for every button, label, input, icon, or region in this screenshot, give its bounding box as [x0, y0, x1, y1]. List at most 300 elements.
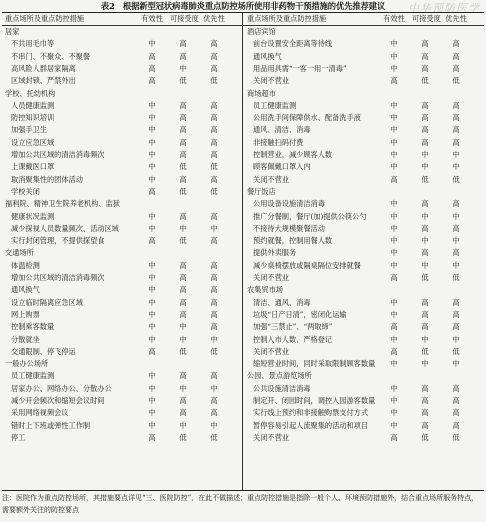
priority-cell: 高	[452, 322, 460, 332]
priority-cell: 高	[210, 285, 218, 295]
priority-cell: 高	[210, 39, 218, 49]
accept-cell: 高	[179, 39, 187, 49]
priority-cell: 高	[452, 420, 460, 430]
section-label: 福利院、精神卫生院养老机构、监狱	[5, 199, 121, 209]
table-row	[2, 174, 242, 186]
section-label: 一般办公场所	[5, 359, 49, 369]
header-effect: 有效性	[383, 14, 405, 23]
accept-cell: 低	[179, 76, 187, 86]
accept-cell: 高	[421, 322, 429, 332]
accept-cell: 高	[421, 63, 429, 73]
priority-cell: 中	[452, 150, 460, 159]
header-place: 重点场所及重点防控措施	[247, 14, 327, 23]
effect-cell: 高	[148, 346, 156, 356]
effect-cell: 中	[148, 396, 156, 405]
table-row	[244, 309, 484, 321]
table-row	[2, 161, 242, 173]
measure-label: 设立应急区域	[11, 137, 55, 147]
accept-cell: 高	[179, 260, 187, 270]
effect-cell: 中	[390, 334, 398, 344]
accept-cell: 低	[421, 174, 429, 184]
header-place: 重点场所及重点防控措施	[5, 14, 85, 23]
table-row	[244, 174, 484, 186]
measure-label: 体温检测	[11, 260, 40, 270]
priority-cell: 高	[210, 309, 218, 319]
effect-cell: 中	[390, 383, 398, 393]
table-row	[244, 149, 484, 161]
table-row	[244, 100, 484, 112]
measure-label: 制定开、闭园时间，调控入园游客数量	[253, 396, 376, 405]
table-row	[244, 407, 484, 419]
measure-label: 分散就坐	[11, 334, 40, 344]
priority-cell: 高	[452, 383, 460, 393]
measure-label: 关闭不营业	[253, 273, 289, 282]
measure-label: 采用网络视频会议	[11, 408, 69, 418]
table-row	[2, 38, 242, 50]
table-title: 表2 根据新型冠状病毒肺炎重点防控场所使用非药物干预措施的优先推荐建议	[100, 1, 386, 11]
measure-label: 学校关闭	[11, 186, 40, 196]
priority-cell: 中	[452, 211, 460, 221]
table-row	[2, 297, 242, 309]
measure-label: 实行封闭管理，不提供探望食	[11, 236, 105, 246]
section-row	[2, 26, 242, 38]
accept-cell: 低	[421, 76, 429, 86]
priority-cell: 高	[452, 223, 460, 233]
table-row	[244, 211, 484, 223]
accept-cell: 高	[179, 285, 187, 295]
table-row	[244, 124, 484, 136]
accept-cell: 高	[421, 223, 429, 233]
table-row	[2, 334, 242, 346]
table-row	[2, 75, 242, 87]
table-row	[2, 223, 242, 235]
priority-cell: 高	[210, 273, 218, 282]
table-row	[244, 75, 484, 87]
effect-cell: 中	[390, 162, 398, 172]
effect-cell: 中	[148, 297, 156, 307]
effect-cell: 中	[148, 371, 156, 381]
section-row	[2, 198, 242, 210]
table-row	[2, 370, 242, 382]
accept-cell: 中	[179, 334, 187, 344]
section-label: 酒店宾馆	[247, 27, 276, 36]
priority-cell: 高	[210, 322, 218, 332]
priority-cell: 高	[210, 371, 218, 381]
effect-cell: 中	[390, 137, 398, 147]
section-label: 商场超市	[247, 88, 276, 98]
accept-cell: 高	[421, 309, 429, 319]
measure-label: 关闭不营业	[253, 346, 289, 356]
effect-cell: 中	[390, 408, 398, 418]
priority-cell: 高	[210, 51, 218, 61]
accept-cell: 高	[179, 408, 187, 418]
priority-cell: 中	[210, 334, 218, 344]
measure-label: 停工	[11, 432, 26, 442]
effect-cell: 中	[148, 150, 156, 159]
table-row	[2, 211, 242, 223]
effect-cell: 高	[390, 174, 398, 184]
measure-label: 不共用毛巾等	[11, 39, 55, 49]
section-row	[244, 26, 484, 38]
effect-cell: 高	[390, 432, 398, 442]
accept-cell: 中	[421, 359, 429, 369]
priority-cell: 高	[210, 236, 218, 246]
effect-cell: 高	[148, 76, 156, 86]
accept-cell: 高	[421, 137, 429, 147]
measure-label: 交通限制、停飞停运	[11, 346, 76, 356]
measure-label: 垃圾“日产日清”，密闭化运输	[253, 309, 347, 319]
effect-cell: 中	[390, 260, 398, 270]
header-effect: 有效性	[141, 14, 163, 23]
section-row	[244, 284, 484, 296]
effect-cell: 中	[390, 359, 398, 369]
measure-label: 关闭不营业	[253, 76, 289, 86]
effect-cell: 中	[148, 174, 156, 184]
effect-cell: 中	[390, 236, 398, 246]
accept-cell: 中	[179, 420, 187, 430]
measure-label: 增加公共区域的清洁消毒频次	[11, 150, 105, 159]
table-row	[2, 100, 242, 112]
priority-cell: 低	[210, 162, 218, 172]
priority-cell: 高	[452, 199, 460, 209]
accept-cell: 高	[179, 51, 187, 61]
effect-cell: 中	[390, 63, 398, 73]
priority-cell: 高	[210, 297, 218, 307]
effect-cell: 中	[390, 199, 398, 209]
table-row	[244, 260, 484, 272]
table-row	[2, 112, 242, 124]
priority-cell: 中	[452, 334, 460, 344]
effect-cell: 中	[148, 334, 156, 344]
priority-cell: 高	[210, 211, 218, 221]
section-row	[244, 370, 484, 382]
measure-label: 顾客佩戴口罩入内	[253, 162, 311, 172]
effect-cell: 中	[148, 162, 156, 172]
effect-cell: 中	[148, 309, 156, 319]
table-row	[244, 395, 484, 407]
section-label: 居家	[5, 27, 20, 36]
measure-label: 居家办公、网络办公、分散办公	[11, 383, 112, 393]
priority-cell: 高	[452, 309, 460, 319]
accept-cell: 低	[179, 346, 187, 356]
section-row	[2, 247, 242, 259]
effect-cell: 中	[148, 137, 156, 147]
measure-label: 上课戴医口罩	[11, 162, 55, 172]
effect-cell: 高	[148, 236, 156, 246]
table-row	[2, 149, 242, 161]
header-accept: 可接受度	[412, 14, 441, 23]
accept-cell: 低	[421, 346, 429, 356]
measure-label: 公用设备设施清洁消毒	[253, 199, 325, 209]
effect-cell: 高	[148, 186, 156, 196]
priority-cell: 高	[210, 100, 218, 110]
measure-label: 推广分餐制，餐厅(加)提供公筷公勺	[253, 211, 367, 221]
section-label: 公园、景点游览场所	[247, 371, 312, 381]
section-label: 学校、托幼机构	[5, 88, 56, 98]
table-row	[2, 407, 242, 419]
effect-cell: 高	[148, 63, 156, 73]
measure-label: 网上购票	[11, 309, 40, 319]
measure-label: 关闭不营业	[253, 174, 289, 184]
effect-cell: 高	[390, 273, 398, 282]
watermark: 中华预防医学	[408, 2, 480, 15]
accept-cell: 中	[421, 162, 429, 172]
priority-cell: 高	[210, 125, 218, 135]
measure-label: 前台设置安全距离等待线	[253, 39, 333, 49]
table-row	[244, 38, 484, 50]
measure-label: 健康状况监测	[11, 211, 55, 221]
table-row	[2, 124, 242, 136]
section-label: 交通场所	[5, 248, 34, 258]
priority-cell: 高	[452, 63, 460, 73]
header-priority: 优先性	[203, 14, 225, 23]
priority-cell: 高	[210, 150, 218, 159]
accept-cell: 低	[421, 273, 429, 282]
measure-label: 员工健康监测	[253, 100, 297, 110]
measure-label: 控制入市人数、严格登记	[253, 334, 333, 344]
priority-cell: 高	[452, 297, 460, 307]
measure-label: 实行线上预约和非接触购票支付方式	[253, 408, 369, 418]
priority-cell: 高	[210, 63, 218, 73]
accept-cell: 高	[179, 150, 187, 159]
effect-cell: 中	[390, 223, 398, 233]
table-row	[244, 63, 484, 75]
accept-cell: 中	[421, 260, 429, 270]
effect-cell: 中	[148, 260, 156, 270]
effect-cell: 中	[390, 125, 398, 135]
measure-label: 设立临时隔离应急区域	[11, 297, 83, 307]
measure-label: 关闭不营业	[253, 432, 289, 442]
accept-cell: 高	[421, 248, 429, 258]
priority-cell: 中	[210, 383, 218, 393]
effect-cell: 中	[390, 39, 398, 49]
priority-cell: 高	[452, 248, 460, 258]
measure-label: 用品用具需“一客一用一清毒”	[253, 63, 347, 73]
table-row	[2, 346, 242, 358]
effect-cell: 中	[390, 396, 398, 405]
accept-cell: 低	[179, 186, 187, 196]
accept-cell: 高	[179, 100, 187, 110]
priority-cell: 低	[210, 346, 218, 356]
measure-label: 减少探视人员数量频次、活动区域	[11, 223, 119, 233]
measure-label: 防控知识培训	[11, 113, 55, 123]
accept-cell: 高	[179, 113, 187, 123]
priority-cell: 高	[452, 113, 460, 123]
priority-cell: 低	[210, 186, 218, 196]
effect-cell: 中	[148, 322, 156, 332]
measure-label: 加强手卫生	[11, 125, 47, 135]
measure-label: 人员健康监测	[11, 100, 55, 110]
table-row	[244, 432, 484, 444]
effect-cell: 中	[148, 39, 156, 49]
effect-cell: 中	[148, 420, 156, 430]
priority-cell: 高	[452, 51, 460, 61]
accept-cell: 高	[179, 211, 187, 221]
accept-cell: 中	[179, 383, 187, 393]
table-row	[244, 358, 484, 370]
measure-label: 非接触扫码付费	[253, 137, 304, 147]
accept-cell: 高	[179, 137, 187, 147]
section-label: 农集贸市场	[247, 285, 283, 295]
table-row	[244, 321, 484, 333]
measure-label: 减少桌椅摆放或隔桌隔位安排就餐	[253, 260, 361, 270]
table-row	[244, 223, 484, 235]
table-row	[244, 272, 484, 284]
effect-cell: 中	[390, 248, 398, 258]
measure-label: 增加公共区域的清洁消毒频次	[11, 273, 105, 282]
table-row	[244, 198, 484, 210]
accept-cell: 高	[421, 408, 429, 418]
header-row	[244, 13, 484, 25]
measure-label: 清洁、通风、消毒	[253, 297, 311, 307]
accept-cell: 低	[179, 432, 187, 442]
measure-label: 控制营业，减少顾客人数	[253, 150, 333, 159]
effect-cell: 中	[390, 150, 398, 159]
measure-label: 通风、清洁、消毒	[253, 125, 311, 135]
accept-cell: 低	[179, 162, 187, 172]
measure-label: 控制乘客数量	[11, 322, 55, 332]
table-row	[2, 272, 242, 284]
accept-cell: 高	[179, 309, 187, 319]
priority-cell: 中	[452, 162, 460, 172]
measure-label: 不接待大规模聚餐活动	[253, 223, 325, 233]
accept-cell: 高	[421, 39, 429, 49]
header-row	[2, 13, 242, 25]
accept-cell: 中	[421, 334, 429, 344]
accept-cell: 高	[421, 199, 429, 209]
effect-cell: 中	[148, 113, 156, 123]
priority-cell: 中	[452, 260, 460, 270]
table-note: 注：医院作为重点防控场所，其措施要点详见“三、医院防控”，在此不做描述；重点防控措施是指除一般个人、环境预防措施外，结合重点场所服务特点，需要额外关注的防控要点	[2, 494, 479, 514]
table-row	[2, 137, 242, 149]
measure-label: 公共设施清洁消毒	[253, 383, 311, 393]
effect-cell: 中	[390, 113, 398, 123]
table-row	[2, 321, 242, 333]
measure-label: 暂停容易引起人流聚集的活动和项目	[253, 420, 369, 430]
effect-cell: 中	[390, 420, 398, 430]
header-accept: 可接受度	[170, 14, 199, 23]
effect-cell: 中	[148, 125, 156, 135]
accept-cell: 中	[179, 223, 187, 233]
table-row	[2, 186, 242, 198]
table-row	[244, 297, 484, 309]
table-row	[244, 161, 484, 173]
accept-cell: 中	[421, 150, 429, 159]
table-row	[2, 63, 242, 75]
measure-label: 公用洗手间保障供水、配备洗手液	[253, 113, 361, 123]
effect-cell: 中	[148, 285, 156, 295]
accept-cell: 高	[421, 100, 429, 110]
priority-cell: 高	[452, 396, 460, 405]
priority-cell: 低	[452, 273, 460, 282]
measure-label: 员工健康监测	[11, 371, 55, 381]
table-row	[244, 112, 484, 124]
effect-cell: 高	[390, 76, 398, 86]
accept-cell: 高	[179, 125, 187, 135]
table-row	[2, 420, 242, 432]
measure-label: 提供外卖服务	[253, 248, 297, 258]
measure-label: 错时上下班或弹性工作制	[11, 420, 91, 430]
column-divider	[242, 13, 243, 490]
accept-cell: 中	[421, 211, 429, 221]
section-row	[244, 186, 484, 198]
priority-cell: 高	[452, 100, 460, 110]
section-row	[2, 358, 242, 370]
section-label: 餐厅饭店	[247, 186, 276, 196]
table-row	[244, 383, 484, 395]
measure-label: 取消聚集性的团体活动	[11, 174, 83, 184]
effect-cell: 中	[148, 223, 156, 233]
accept-cell: 高	[421, 420, 429, 430]
measure-label: 不串门、不聚众、不聚餐	[11, 51, 91, 61]
accept-cell: 高	[421, 383, 429, 393]
accept-cell: 高	[179, 371, 187, 381]
accept-cell: 高	[421, 51, 429, 61]
table-row	[2, 284, 242, 296]
priority-cell: 低	[210, 76, 218, 86]
accept-cell: 中	[179, 63, 187, 73]
table-row	[2, 260, 242, 272]
effect-cell: 中	[148, 211, 156, 221]
measure-label: 区域封锁、严禁外出	[11, 76, 76, 86]
table-row	[2, 432, 242, 444]
accept-cell: 低	[179, 236, 187, 246]
priority-cell: 高	[452, 39, 460, 49]
priority-cell: 高	[452, 125, 460, 135]
accept-cell: 高	[421, 113, 429, 123]
effect-cell: 高	[148, 432, 156, 442]
effect-cell: 中	[390, 297, 398, 307]
table-row	[2, 235, 242, 247]
priority-cell: 高	[210, 174, 218, 184]
table-row	[244, 51, 484, 63]
table-row	[2, 395, 242, 407]
accept-cell: 高	[421, 125, 429, 135]
effect-cell: 中	[390, 211, 398, 221]
priority-cell: 高	[210, 137, 218, 147]
priority-cell: 低	[452, 346, 460, 356]
measure-label: 高风险人群居家隔离	[11, 63, 76, 73]
accept-cell: 低	[421, 432, 429, 442]
effect-cell: 中	[148, 273, 156, 282]
table-row	[244, 420, 484, 432]
priority-cell: 中	[452, 236, 460, 246]
table-row	[244, 346, 484, 358]
table-row	[2, 309, 242, 321]
priority-cell: 低	[452, 432, 460, 442]
effect-cell: 中	[390, 309, 398, 319]
priority-cell: 高	[452, 137, 460, 147]
priority-cell: 低	[210, 432, 218, 442]
table-row	[244, 137, 484, 149]
table-row	[2, 51, 242, 63]
accept-cell: 中	[179, 322, 187, 332]
section-row	[2, 88, 242, 100]
header-priority: 优先性	[445, 14, 467, 23]
accept-cell: 中	[421, 236, 429, 246]
measure-label: 通风换气	[253, 51, 282, 61]
effect-cell: 高	[390, 322, 398, 332]
effect-cell: 高	[390, 346, 398, 356]
table-row	[244, 235, 484, 247]
accept-cell: 高	[179, 396, 187, 405]
measure-label: 缩短营业时间，同时采取限制顾客数量	[253, 359, 376, 369]
effect-cell: 中	[390, 51, 398, 61]
accept-cell: 高	[179, 273, 187, 282]
accept-cell: 高	[179, 297, 187, 307]
measure-label: 减少开会频次和缩短会议时间	[11, 396, 105, 405]
table-row	[244, 334, 484, 346]
